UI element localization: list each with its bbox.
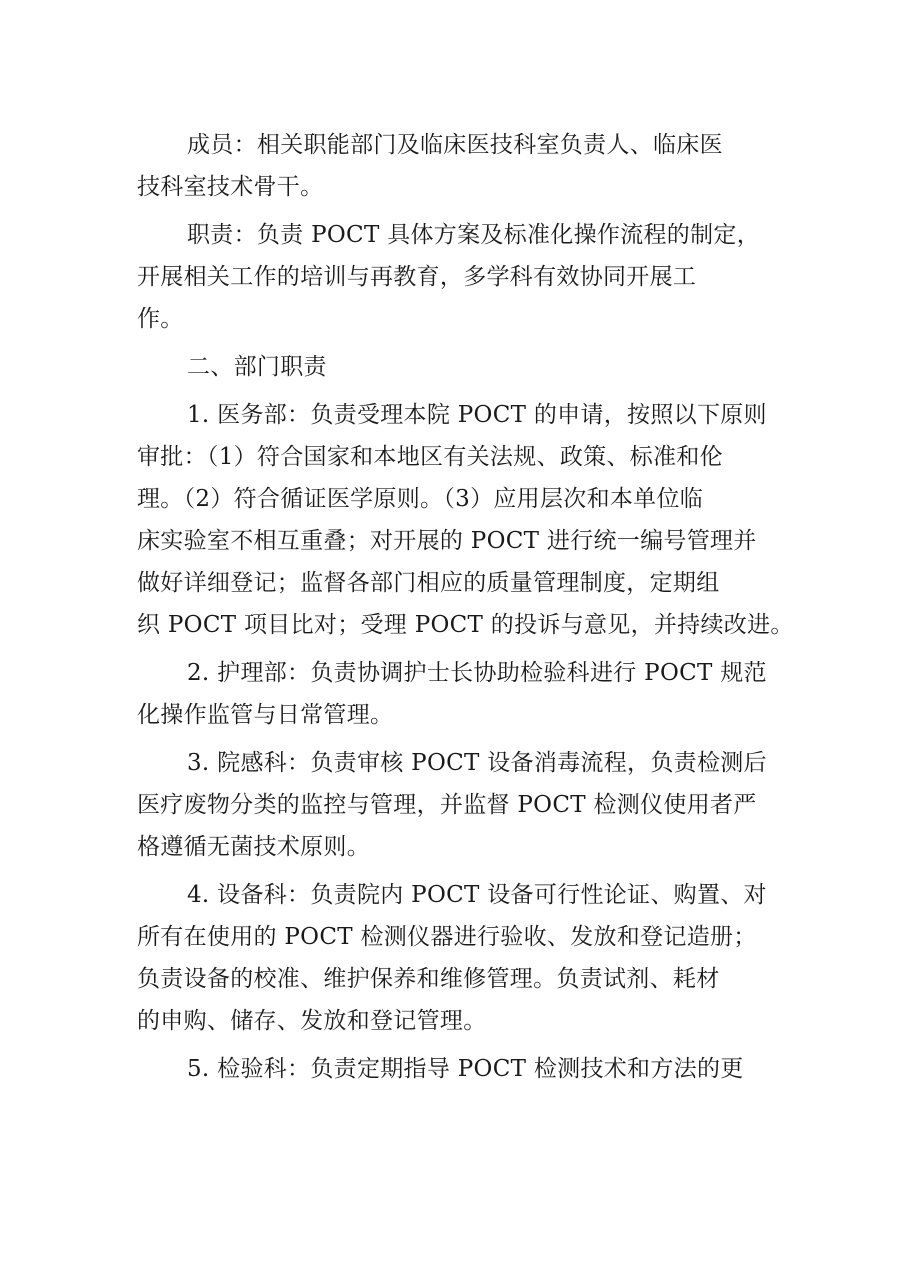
text-line: 技科室技术骨干。 [137,174,324,200]
paragraph-infection-control [137,742,777,868]
document-body [137,124,794,1090]
text-line: 2. 护理部：负责协调护士长协助检验科进行 POCT 规范 [187,660,767,686]
paragraph-duties [137,214,777,340]
text-line: 的申购、储存、发放和登记管理。 [137,1008,487,1034]
paragraph-laboratory [137,1048,777,1090]
text-line: 理。（2）符合循证医学原则。（3）应用层次和本单位临 [137,486,704,512]
text-line: 床实验室不相互重叠；对开展的 POCT 进行统一编号管理并 [137,528,757,554]
text-line: 3. 院感科：负责审核 POCT 设备消毒流程，负责检测后 [187,750,767,776]
paragraph-medical-affairs [137,394,794,646]
paragraph-equipment [137,874,777,1042]
text-line: 所有在使用的 POCT 检测仪器进行验收、发放和登记造册； [137,924,757,950]
text-line: 做好详细登记；监督各部门相应的质量管理制度，定期组 [137,570,720,596]
paragraph-nursing [137,652,777,736]
text-line: 开展相关工作的培训与再教育，多学科有效协同开展工 [137,264,697,290]
text-line: 1. 医务部：负责受理本院 POCT 的申请，按照以下原则 [187,402,767,428]
text-line: 审批：（1）符合国家和本地区有关法规、政策、标准和伦 [137,444,723,470]
text-line: 4. 设备科：负责院内 POCT 设备可行性论证、购置、对 [187,882,767,908]
text-line: 化操作监管与日常管理。 [137,702,394,728]
text-line: 成员：相关职能部门及临床医技科室负责人、临床医 [187,132,723,158]
text-line: 负责设备的校准、维护保养和维修管理。负责试剂、耗材 [137,966,720,992]
text-line: 职责：负责 POCT 具体方案及标准化操作流程的制定， [187,222,760,248]
text-line: 织 POCT 项目比对；受理 POCT 的投诉与意见，并持续改进。 [137,612,794,638]
paragraph-members [137,124,777,208]
text-line: 5. 检验科：负责定期指导 POCT 检测技术和方法的更 [187,1056,744,1082]
text-line: 医疗废物分类的监控与管理，并监督 POCT 检测仪使用者严 [137,792,757,818]
text-line: 作。 [137,306,184,332]
heading-line: 二、部门职责 [187,354,327,380]
section-heading [137,346,777,388]
text-line: 格遵循无菌技术原则。 [137,834,370,860]
